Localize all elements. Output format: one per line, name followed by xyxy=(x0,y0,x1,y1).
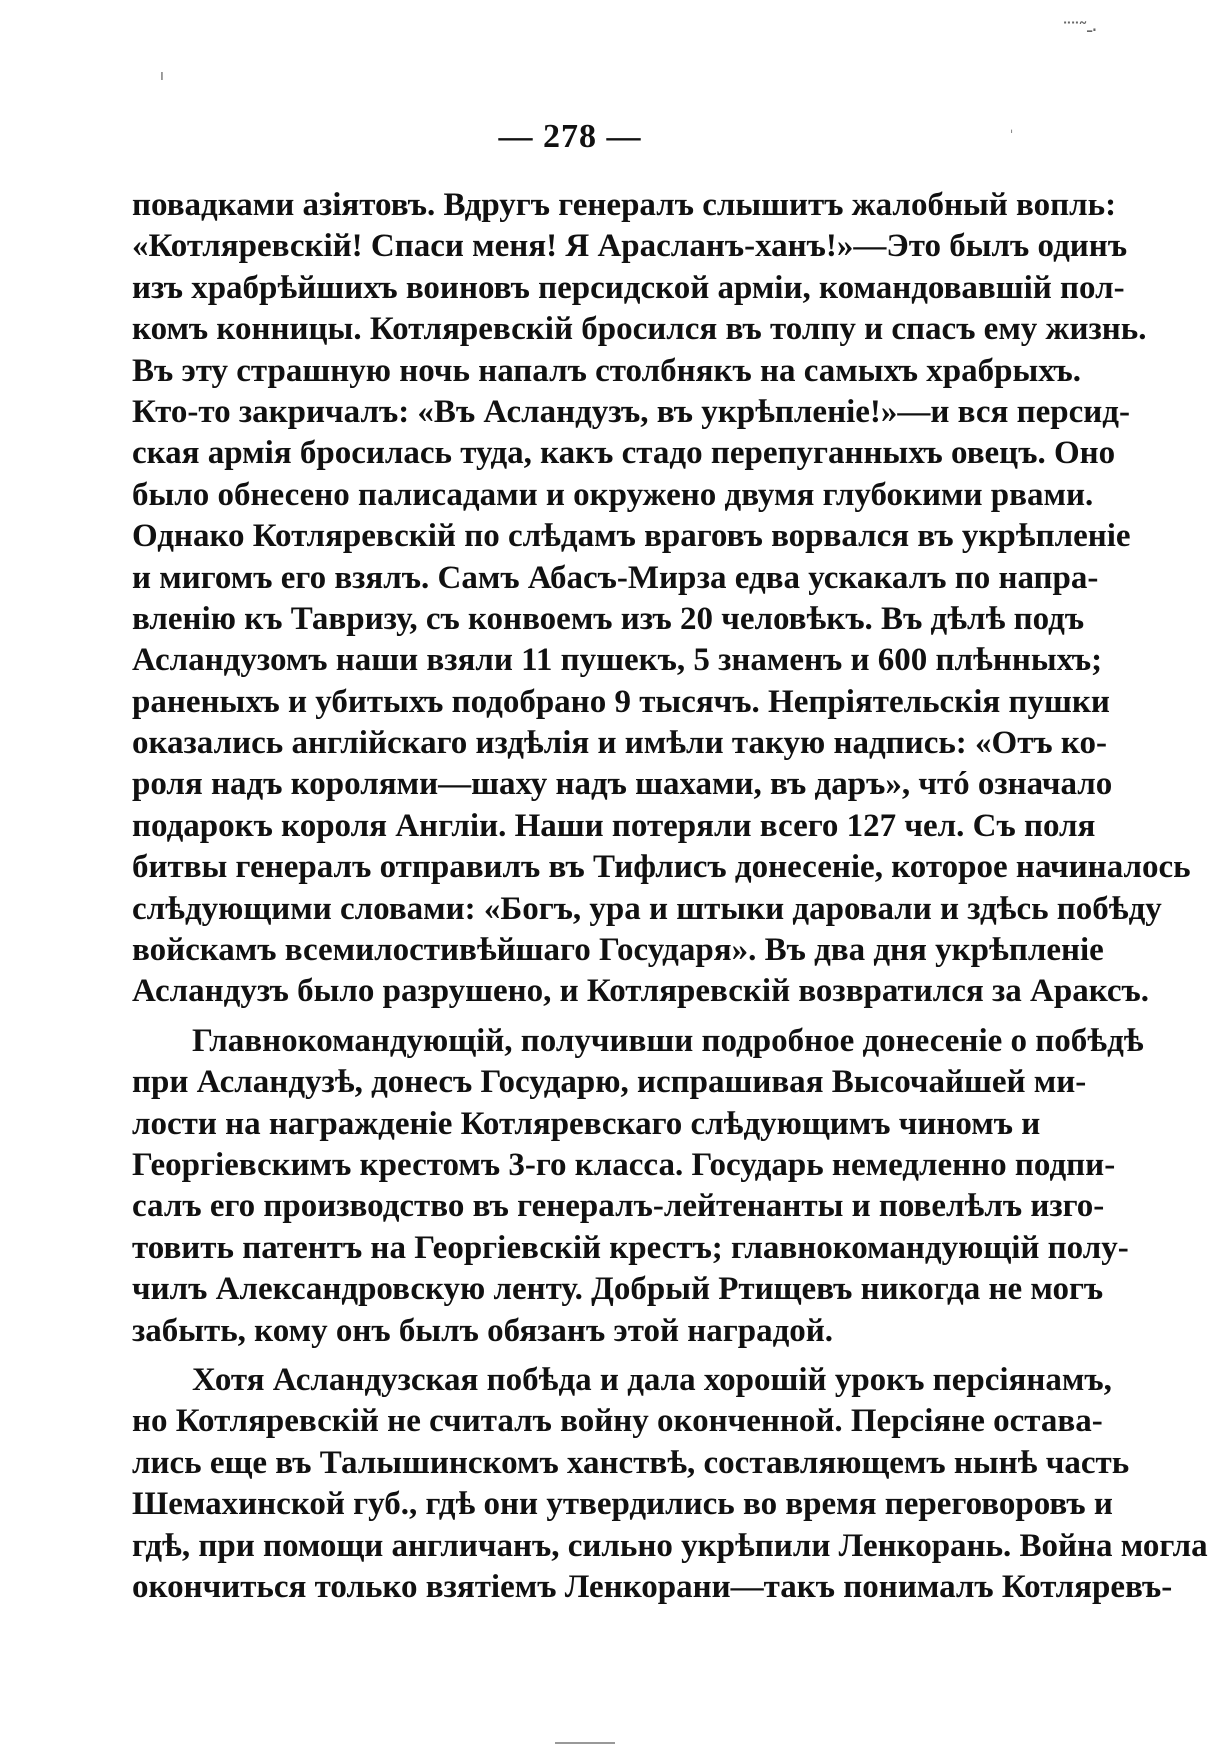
page-body-text xyxy=(132,185,1208,1608)
text-line: ская армія бросилась туда, какъ стадо перепуганныхъ овецъ. Оно xyxy=(132,435,1116,472)
text-line: и мигомъ его взялъ. Самъ Абасъ-Мирза едва ускакалъ по напра- xyxy=(132,559,1099,596)
text-line: салъ его производство въ генералъ-лейтенанты и повелѣлъ изго- xyxy=(132,1188,1105,1225)
scan-artifact-dot: ı xyxy=(160,68,164,84)
text-line: повадками азіятовъ. Вдругъ генералъ слышитъ жалобный вопль: xyxy=(132,187,1117,223)
text-line: чилъ Александровскую ленту. Добрый Ртищевъ никогда не могъ xyxy=(132,1271,1104,1308)
text-line: раненыхъ и убитыхъ подобрано 9 тысячъ. Непріятельскія пушки xyxy=(132,683,1110,720)
text-line: при Асландузѣ, донесъ Государю, испрашивая Высочайшей ми- xyxy=(132,1064,1087,1101)
scan-artifact-line xyxy=(555,1742,615,1744)
text-line: роля надъ королями—шаху надъ шахами, въ даръ», чтó означало xyxy=(132,766,1113,803)
scan-artifact-tick: ˌ xyxy=(1010,120,1014,134)
text-line: Шемахинской губ., гдѣ они утвердились во время переговоровъ и xyxy=(132,1486,1113,1523)
text-line: Въ эту страшную ночь напалъ столбнякъ на самыхъ храбрыхъ. xyxy=(132,352,1081,389)
text-line: Георгіевскимъ крестомъ 3-го класса. Государь немедленно подпи- xyxy=(132,1146,1116,1183)
text-line: подарокъ короля Англіи. Наши потеряли всего 127 чел. Съ поля xyxy=(132,807,1096,844)
text-line: было обнесено палисадами и окружено двумя глубокими рвами. xyxy=(132,476,1094,513)
text-line: окончиться только взятіемъ Ленкорани—такъ понималъ Котляревъ- xyxy=(132,1568,1173,1605)
text-line: Однако Котляревскій по слѣдамъ враговъ ворвался въ укрѣпленіе xyxy=(132,518,1131,555)
text-line: изъ храбрѣйшихъ воиновъ персидской арміи, командовавшій пол- xyxy=(132,269,1125,306)
text-line: войскамъ всемилостивѣйшаго Государя». Въ два дня укрѣпленіе xyxy=(132,932,1104,969)
text-line: лости на награжденіе Котляревскаго слѣдующимъ чиномъ и xyxy=(132,1105,1041,1142)
text-line: битвы генералъ отправилъ въ Тифлисъ донесеніе, которое начиналось xyxy=(132,849,1191,886)
text-line: «Котляревскій! Спаси меня! Я Арасланъ-ханъ!»—Это былъ одинъ xyxy=(132,228,1128,265)
text-line: но Котляревскій не считалъ войну оконченной. Персіяне остава- xyxy=(132,1403,1103,1440)
text-line: комъ конницы. Котляревскій бросился въ толпу и спасъ ему жизнь. xyxy=(132,311,1147,348)
text-line: вленію къ Тавризу, съ конвоемъ изъ 20 человѣкъ. Въ дѣлѣ подъ xyxy=(132,600,1085,637)
text-line: Кто-то закричалъ: «Въ Асландузъ, въ укрѣпленіе!»—и вся персид- xyxy=(132,393,1130,430)
scan-artifact-mark: ¨¨˜-· xyxy=(1062,18,1096,42)
text-line: оказались англійскаго издѣлія и имѣли такую надпись: «Отъ ко- xyxy=(132,725,1107,762)
page-number: — 278 — xyxy=(498,118,642,155)
text-line: Главнокомандующій, получивши подробное донесеніе о побѣдѣ xyxy=(192,1022,1144,1059)
text-line: слѣдующими словами: «Богъ, ура и штыки даровали и здѣсь побѣду xyxy=(132,890,1162,927)
text-line: гдѣ, при помощи англичанъ, сильно укрѣпили Ленкорань. Война могла xyxy=(132,1527,1208,1564)
text-line: Хотя Асландузская побѣда и дала хорошій урокъ персіянамъ, xyxy=(192,1361,1112,1398)
text-line: забыть, кому онъ былъ обязанъ этой наградой. xyxy=(132,1312,834,1349)
text-line: лись еще въ Талышинскомъ ханствѣ, составляющемъ нынѣ часть xyxy=(132,1444,1130,1481)
text-line: товить патентъ на Георгіевскій крестъ; главнокомандующій полу- xyxy=(132,1229,1129,1266)
text-line: Асландузомъ наши взяли 11 пушекъ, 5 знаменъ и 600 плѣнныхъ; xyxy=(132,642,1103,679)
text-line: Асландузъ было разрушено, и Котляревскій возвратился за Араксъ. xyxy=(132,973,1150,1010)
